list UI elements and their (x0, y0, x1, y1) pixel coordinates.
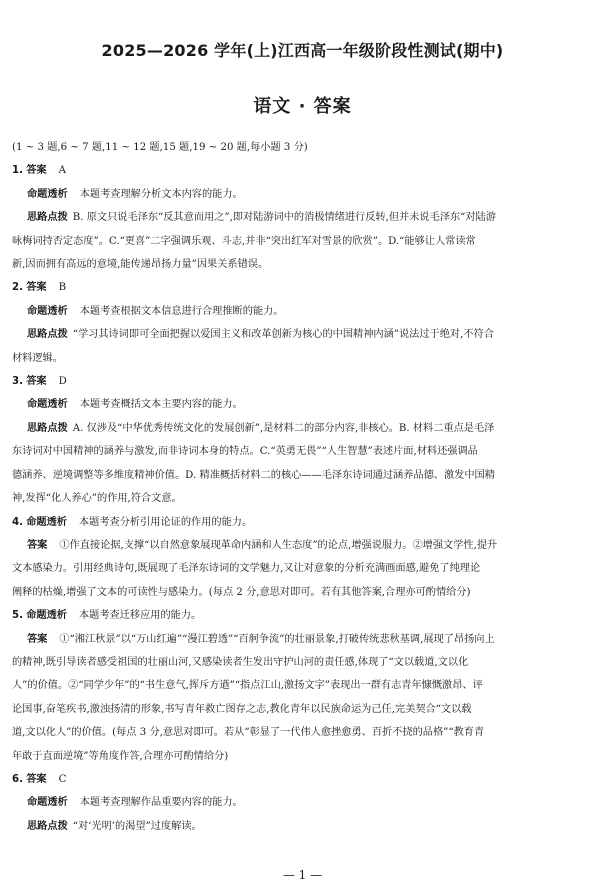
q5-answer-label: 答案 (27, 633, 48, 645)
q6-hint-row (12, 815, 592, 838)
q3-answer-value: D (58, 376, 67, 388)
q2-analysis-label: 命题透析 (27, 305, 68, 317)
q3-hint-row (12, 417, 592, 440)
q4-answer-line-1: ①作直接论据,支撑“以自然意象展现革命内涵和人生态度”的论点,增强说服力。②增强文学性,提升 (59, 539, 498, 551)
q4-answer-label: 答案 (27, 539, 48, 551)
q2-answer-row (12, 276, 592, 299)
q3-number: 3. (12, 376, 23, 388)
q5-answer-line-5: 道,文以化人”的价值。(每点 3 分,意思对即可。若从“彰显了一代伟人愈挫愈勇、百折不挠的品格”“教育青 (12, 727, 485, 739)
q5-analysis-label: 命题透析 (26, 610, 67, 622)
q1-hint-line-3: 新,因而拥有高远的意境,能传递昂扬力量”因果关系错误。 (12, 259, 269, 271)
q2-hint-row (12, 323, 592, 346)
q3-answer-label: 答案 (26, 376, 47, 388)
q5-analysis-text: 本题考查迁移应用的能力。 (78, 610, 202, 622)
q6-answer-row (12, 768, 592, 791)
q1-analysis-text: 本题考查理解分析文本内容的能力。 (79, 188, 243, 200)
q5-answer-line-6: 年敢于直面逆境”等角度作答,合理亦可酌情给分) (12, 750, 229, 762)
q1-analysis-label: 命题透析 (27, 188, 68, 200)
q4-analysis-label: 命题透析 (26, 516, 67, 528)
q6-analysis-row (12, 791, 592, 814)
q3-analysis-row (12, 393, 592, 416)
q6-hint-line-1: “对‘光明’的渴望”过度解读。 (72, 820, 202, 832)
q1-hint-row (12, 206, 592, 229)
q2-answer-value: B (58, 282, 67, 294)
q5-answer-line-2: 的精神,既引导读者感受祖国的壮丽山河,又感染读者生发出守护山河的责任感,体现了“文以载道,文以化 (12, 656, 469, 668)
q1-analysis-row (12, 183, 592, 206)
q6-hint-label: 思路点拨 (27, 820, 68, 832)
q3-hint-label: 思路点拨 (27, 422, 68, 434)
q6-number: 6. (12, 773, 23, 785)
q4-analysis-text: 本题考查分析引用论证的作用的能力。 (78, 516, 253, 528)
q6-analysis-text: 本题考查理解作品重要内容的能力。 (79, 797, 243, 809)
q3-answer-row (12, 370, 592, 393)
q5-number: 5. (12, 610, 23, 622)
q1-answer-row (12, 159, 592, 182)
q6-analysis-label: 命题透析 (27, 797, 68, 809)
q1-answer-value: A (58, 165, 66, 177)
q2-number: 2. (12, 282, 23, 294)
q3-hint-line-3: 德涵养、逆境调整等多维度精神价值。D. 精准概括材料二的核心——毛泽东诗词通过涵养品德、激发中国精 (12, 469, 495, 481)
q2-hint-line-2: 材料逻辑。 (12, 352, 63, 364)
q5-analysis-row (12, 604, 592, 627)
q5-answer-line-4: 论国事,奋笔疾书,激浊扬清的形象,书写青年救亡图存之志,教化青年以民族命运为己任,完美契合“文以载 (12, 703, 472, 715)
q5-answer-line-3: 人”的价值。②“同学少年”的“书生意气,挥斥方遒”“指点江山,激扬文字”表现出一群有志青年慷慨激昂、评 (12, 680, 483, 692)
q1-hint-line-1: B. 原文只说毛泽东“反其意而用之”,即对陆游词中的消极情绪进行反转,但并未说毛泽东“对陆游 (72, 212, 496, 224)
q1-hint-label: 思路点拨 (27, 212, 68, 224)
q4-answer-line-2: 文本感染力。引用经典诗句,既展现了毛泽东诗词的文学魅力,又让对意象的分析充满画面感,避免了纯理论 (12, 563, 481, 575)
q2-hint-label: 思路点拨 (27, 329, 68, 341)
q2-hint-line-1: “学习其诗词即可全面把握以爱国主义和改革创新为核心的中国精神内涵”说法过于绝对,不符合 (72, 329, 494, 341)
scoring-note: (1 ~ 3 题,6 ~ 7 题,11 ~ 12 题,15 题,19 ~ 20 题,每小题 3 分) (12, 142, 308, 153)
q3-hint-line-4: 神,发挥“化人养心”的作用,符合文意。 (12, 493, 182, 505)
q1-number: 1. (12, 165, 23, 177)
q4-answer-row (12, 534, 592, 557)
answer-content (12, 136, 592, 838)
q5-answer-line-1: ①“湘江秋景”以“万山红遍”“漫江碧透”“百舸争流”的壮丽景象,打破传统悲秋基调,展现了昂扬向上 (59, 633, 495, 645)
q3-analysis-label: 命题透析 (27, 399, 68, 411)
q3-hint-line-2: 东诗词对中国精神的涵养与激发,而非诗词本身的特点。C.“英勇无畏”“人生智慧”表述片面,材料还强调品 (12, 446, 478, 458)
page-number: — 1 — (282, 868, 323, 882)
q1-hint-line-2: 咏梅词持否定态度”。C.“更喜”二字强调乐观、斗志,并非“突出红军对雪景的欣赏”。D.“能够让人常读常 (12, 235, 476, 247)
page-title: 2025—2026 学年(上)江西高一年级阶段性测试(期中) (101, 41, 504, 60)
q5-answer-row (12, 628, 592, 651)
page-subtitle: 语文 · 答案 (253, 96, 352, 117)
q2-answer-label: 答案 (26, 282, 47, 294)
q3-analysis-text: 本题考查概括文本主要内容的能力。 (79, 399, 243, 411)
q1-answer-label: 答案 (26, 165, 47, 177)
q4-number: 4. (12, 516, 23, 528)
q2-analysis-text: 本题考查根据文本信息进行合理推断的能力。 (79, 305, 284, 317)
q3-hint-line-1: A. 仅涉及“中华优秀传统文化的发展创新”,是材料二的部分内容,非核心。B. 材料二重点是毛泽 (72, 422, 495, 434)
q4-analysis-row (12, 511, 592, 534)
q6-answer-label: 答案 (26, 773, 47, 785)
q2-analysis-row (12, 300, 592, 323)
q6-answer-value: C (58, 773, 67, 785)
q4-answer-line-3: 阐释的枯燥,增强了文本的可读性与感染力。(每点 2 分,意思对即可。若有其他答案,合理亦可酌情给分) (12, 586, 471, 598)
